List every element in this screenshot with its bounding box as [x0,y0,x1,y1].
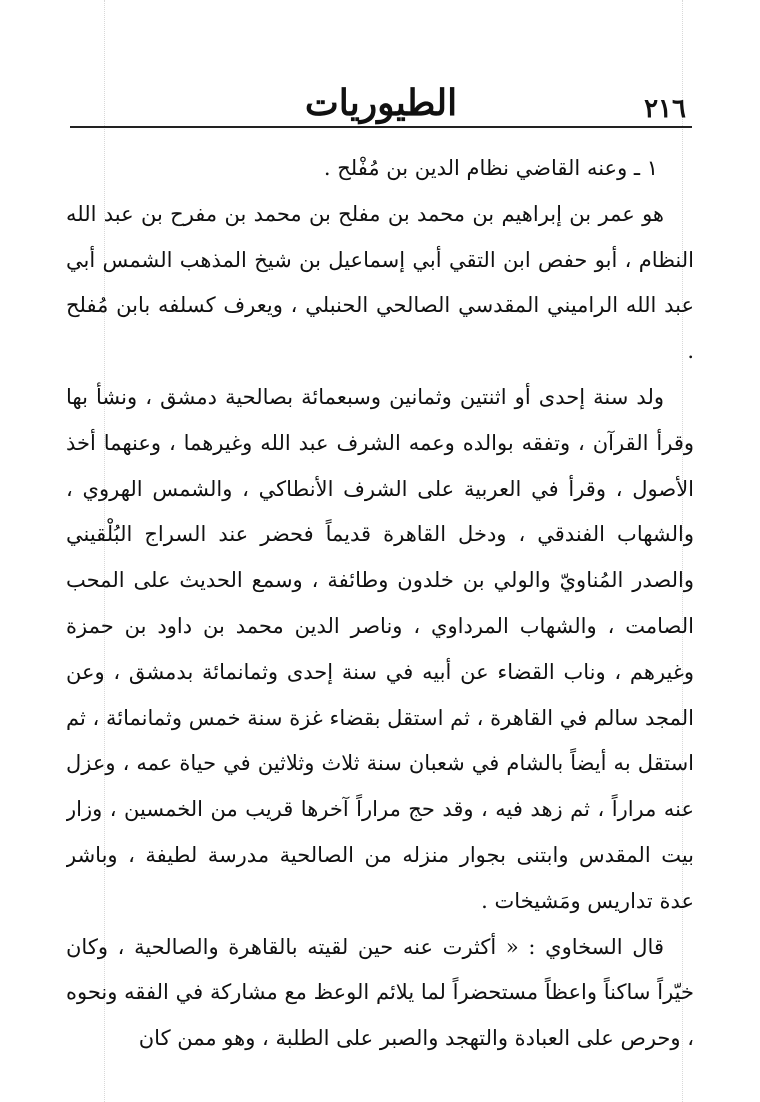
header-rule [70,126,692,128]
running-title: الطيوريات [304,82,458,124]
page-body [66,146,694,1096]
page-header [70,82,692,126]
entry-paragraph-biography: ولد سنة إحدى أو اثنتين وثمانين وسبعمائة بصالحية دمشق ، ونشأ بها وقرأ القرآن ، وتفقه بوالده وعمه الشرف عبد الله وغيرهما ، وعنهما أخذ الأصول ، وقرأ في العربية على الشرف الأنطاكي ، والشمس الهروي ، والشهاب الفندقي ، ودخل القاهرة قديماً فحضر عند السراج البُلْقيني والصدر المُناويّ والولي بن خلدون وطائفة ، وسمع الحديث على المحب الصامت ، والشهاب المرداوي ، وناصر الدين محمد بن داود بن حمزة وغيرهم ، وناب القضاء عن أبيه في سنة إحدى وثمانمائة بدمشق ، وعن المجد سالم في القاهرة ، ثم استقل بقضاء غزة سنة خمس وثمانمائة ، ثم استقل به أيضاً بالشام في شعبان سنة ثلاث وثلاثين في حياة عمه ، وعزل عنه مراراً ، ثم زهد فيه ، وقد حج مراراً آخرها قريب من الخمسين ، وزار بيت المقدس وابتنى بجوار منزله من الصالحية مدرسة لطيفة ، وباشر عدة تداريس ومَشيخات . [66,384,694,913]
entry-paragraph-quote: قال السخاوي : « أكثرت عنه حين لقيته بالقاهرة والصالحية ، وكان خيّراً ساكناً واعظاً مستحضراً لما يلائم الوعظ مع مشاركة في الفقه ونحوه ، وحرص على العبادة والتهجد والصبر على الطلبة ، وهو ممن كان [66,934,694,1051]
entry-paragraph-lineage: هو عمر بن إبراهيم بن محمد بن مفلح بن محمد بن مفرح بن عبد الله النظام ، أبو حفص ابن التقي أبي إسماعيل بن شيخ المذهب الشمس أبي عبد الله الراميني المقدسي الصالحي الحنبلي ، ويعرف كسلفه بابن مُفلح . [66,201,694,364]
entry-heading: ١ ـ وعنه القاضي نظام الدين بن مُفْلح . [323,156,658,180]
page-number: ٢١٦ [644,94,686,124]
